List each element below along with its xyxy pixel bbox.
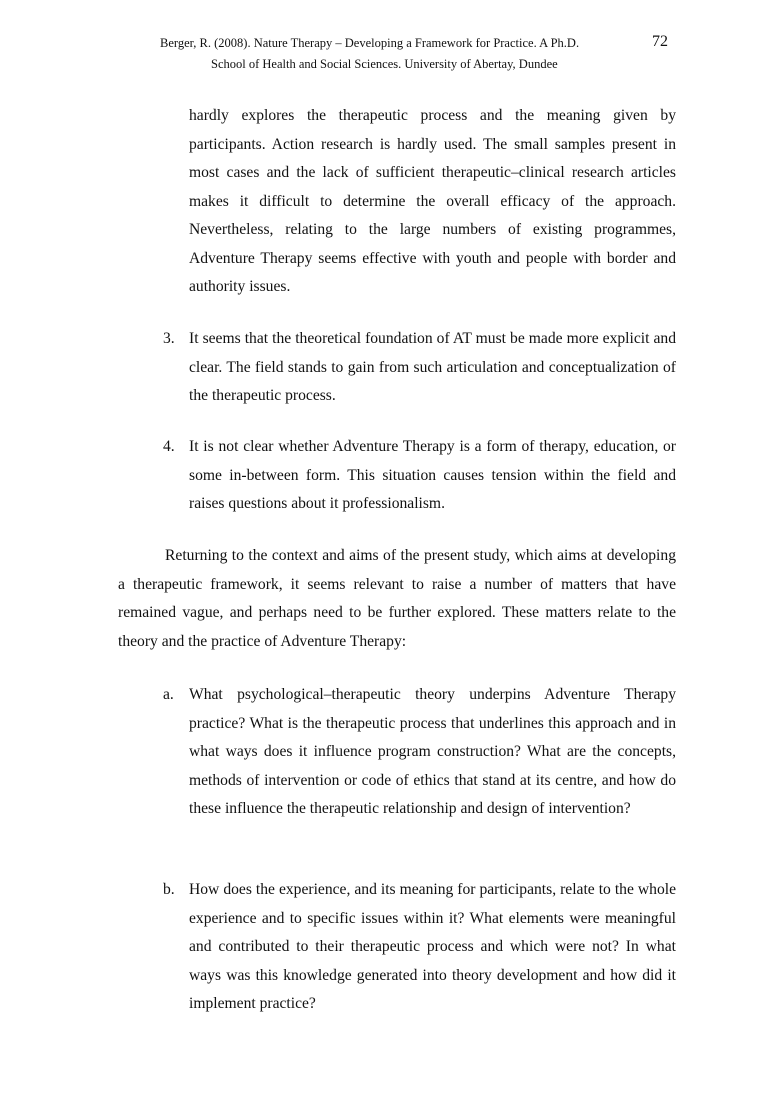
continuation-paragraph: hardly explores the therapeutic process and the meaning given by participants. Action research is hardly used. The small samples present in most cases and the lack of sufficient therapeutic–clinical research articles makes it difficult to determine the overall efficacy of the approach. Nevertheless, relating to the large numbers of existing programmes, Adventure Therapy seems effective with youth and people with border and authority issues. bbox=[189, 107, 676, 295]
list-item-marker: a. bbox=[163, 686, 174, 703]
list-item-text: It seems that the theoretical foundation of AT must be made more explicit and clear. The field stands to gain from such articulation and conceptualization of the therapeutic process. bbox=[189, 330, 676, 404]
header-citation-line1: Berger, R. (2008). Nature Therapy – Developing a Framework for Practice. A Ph.D. bbox=[160, 36, 580, 50]
list-item-marker: 3. bbox=[163, 330, 175, 347]
list-item-text: How does the experience, and its meaning for participants, relate to the whole experience and to specific issues within it? What elements were meaningful and contributed to their therapeutic process and which were not? In what ways was this knowledge generated into theory development and how did it implement practice? bbox=[189, 881, 676, 1012]
body-paragraph: Returning to the context and aims of the present study, which aims at developing a therapeutic framework, it seems relevant to raise a number of matters that have remained vague, and perhaps need to be further explored. These matters relate to the theory and the practice of Adventure Therapy: bbox=[118, 547, 676, 650]
list-item-text: It is not clear whether Adventure Therapy is a form of therapy, education, or some in-between form. This situation causes tension within the field and raises questions about it professionalism. bbox=[189, 438, 676, 512]
list-item-text: What psychological–therapeutic theory underpins Adventure Therapy practice? What is the therapeutic process that underlines this approach and in what ways does it influence program construction? What are the concepts, methods of intervention or code of ethics that stand at its centre, and how do these influence the therapeutic relationship and design of intervention? bbox=[189, 686, 676, 817]
list-item-marker: b. bbox=[163, 881, 175, 898]
header-citation-line2: School of Health and Social Sciences. University of Abertay, Dundee bbox=[211, 57, 558, 71]
list-item-marker: 4. bbox=[163, 438, 175, 455]
page-number: 72 bbox=[652, 33, 668, 50]
